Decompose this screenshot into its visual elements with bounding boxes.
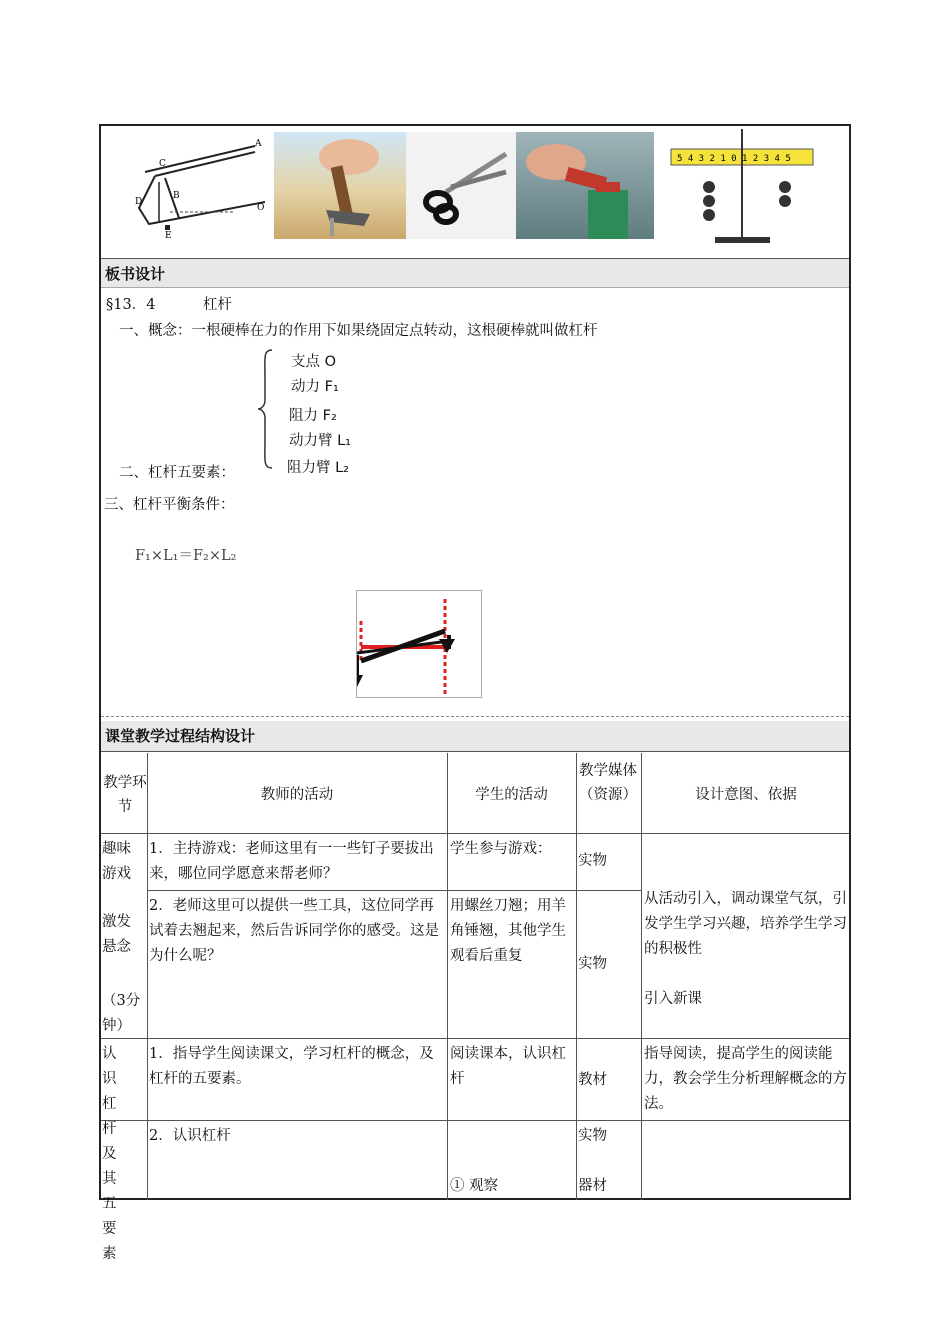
stage-know-lever: 认识杠杆及其五要素: [102, 1046, 129, 1262]
caliper-image: [115, 132, 265, 242]
element-effort-arm: 动力臂 L₁: [289, 433, 351, 449]
student-activity-1: 学生参与游戏：: [450, 841, 552, 857]
scissors-photo: [406, 132, 516, 239]
hammer-photo: [274, 132, 406, 239]
balance-scale-text: 5 4 3 2 1 0 1 2 3 4 5: [677, 154, 791, 164]
balance-formula: F₁×L₁＝F₂×L₂: [135, 548, 237, 564]
board-title-number: §13．4: [106, 297, 156, 313]
teacher-activity-3: 1．指导学生阅读课文，学习杠杆的概念，及杠杆的五要素。: [149, 1046, 434, 1087]
media-4b: 器材: [578, 1178, 607, 1194]
student-activity-4: ① 观察: [450, 1178, 499, 1194]
teacher-activity-1: 1．主持游戏：老师这里有一一些钉子要拔出来，哪位同学愿意来帮老师？: [149, 841, 434, 882]
header-media: 教学媒体（资源）: [579, 763, 637, 803]
lever-balance-image: [667, 129, 815, 245]
caliper-label-b: B: [173, 191, 180, 201]
intent-1b: 引入新课: [644, 991, 702, 1007]
element-effort: 动力 F₁: [291, 379, 339, 395]
header-stage: 教学环节: [103, 775, 147, 815]
caliper-label-o: O: [257, 203, 265, 213]
balance-condition-label: 三、杠杆平衡条件：: [104, 497, 235, 513]
element-load-arm: 阻力臂 L₂: [287, 460, 349, 476]
teacher-activity-2: 2．老师这里可以提供一些工具，这位同学再试着去翘起来，然后告诉同学你的感受。这是为什么呢？: [149, 898, 439, 964]
student-activity-2: 用螺丝刀翘；用羊角锤翘，其他学生观看后重复: [450, 898, 566, 964]
student-activity-3: 阅读课本，认识杠杆: [450, 1046, 566, 1087]
teacher-activity-4: 2．认识杠杆: [149, 1128, 231, 1144]
section-divider: [101, 716, 849, 717]
stage-duration: （3分钟）: [102, 993, 141, 1034]
five-elements-label: 二、杠杆五要素：: [119, 465, 235, 481]
media-1: 实物: [578, 853, 607, 869]
media-2: 实物: [578, 956, 607, 972]
media-4a: 实物: [578, 1128, 607, 1144]
caliper-label-a: A: [255, 139, 262, 149]
board-concept: 一、概念：一根硬棒在力的作用下如果绕固定点转动，这根硬棒就叫做杠杆: [119, 323, 598, 339]
element-fulcrum: 支点 O: [291, 354, 337, 370]
element-load: 阻力 F₂: [289, 408, 337, 424]
header-teacher: 教师的活动: [260, 787, 334, 803]
lesson-table: [99, 124, 851, 1262]
caliper-label-d: D: [135, 197, 143, 207]
process-design-heading: 课堂教学过程结构设计: [101, 721, 849, 752]
caliper-label-c: C: [159, 159, 166, 169]
lever-force-diagram: [356, 590, 482, 698]
header-intent: 设计意图、依据: [695, 787, 797, 803]
stage-game: 趣味游戏: [102, 841, 131, 882]
brace-icon: [255, 348, 275, 470]
bottle-opener-photo: [516, 132, 654, 239]
stage-suspense: 激发悬念: [102, 914, 131, 955]
board-title: 杠杆: [203, 297, 232, 313]
header-student: 学生的活动: [475, 787, 548, 803]
intent-3: 指导阅读，提高学生的阅读能力，教会学生分析理解概念的方法。: [644, 1046, 847, 1112]
board-design-heading: 板书设计: [101, 258, 849, 288]
intent-1: 从活动引入，调动课堂气氛，引发学生学习兴趣，培养学生学习的积极性: [644, 891, 847, 957]
caliper-label-e: E: [165, 231, 172, 241]
media-3: 教材: [578, 1072, 607, 1088]
